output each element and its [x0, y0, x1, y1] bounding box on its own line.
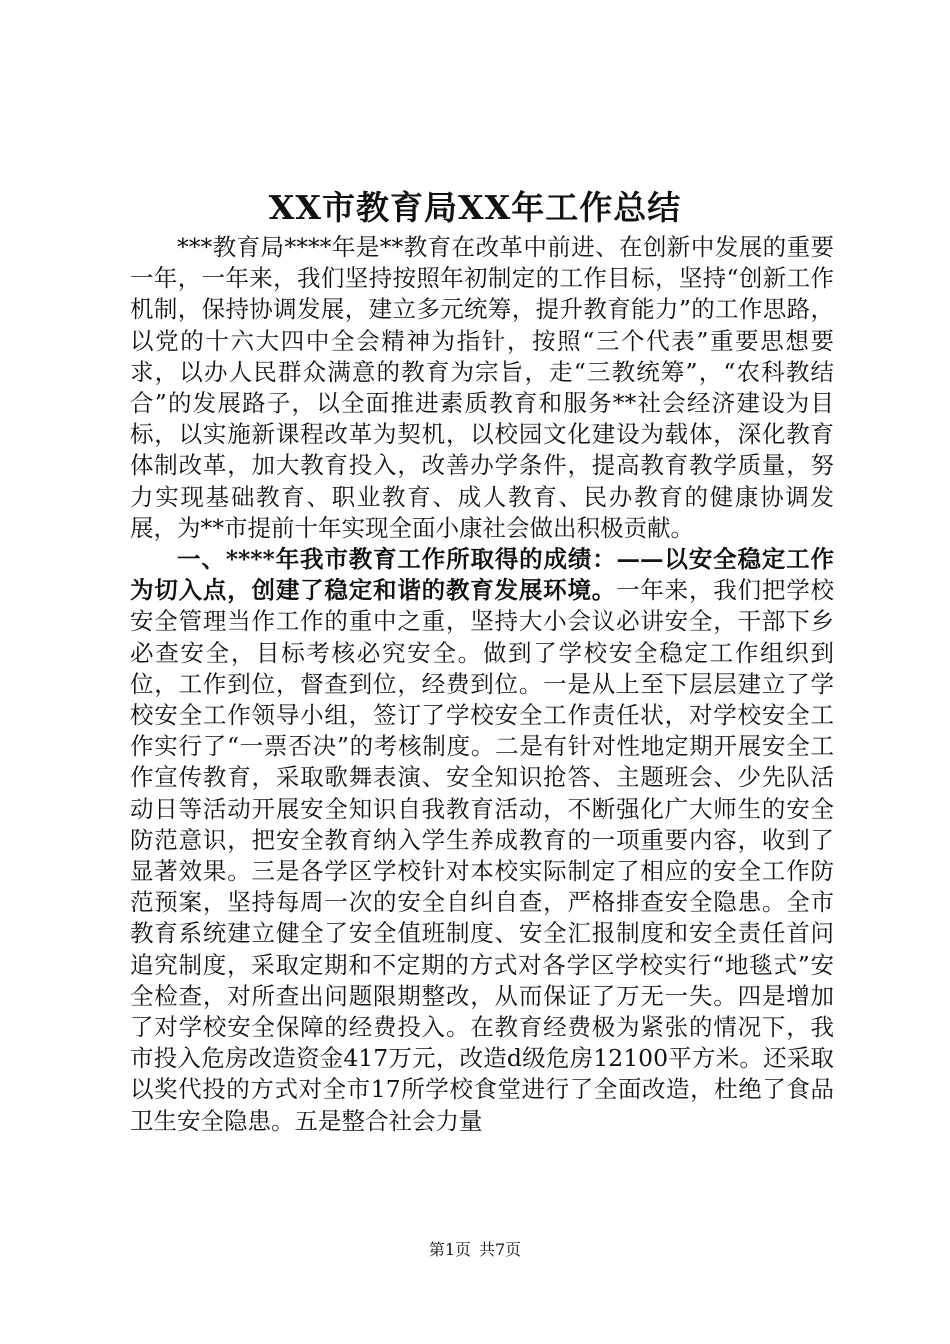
paragraph-achievements [130, 544, 834, 1137]
document-title: XX市教育局XX年工作总结 [268, 188, 682, 227]
page-number: 第1页 [428, 1240, 471, 1259]
paragraph-intro: ***教育局****年是**教育在改革中前进、在创新中发展的重要一年，一年来，我们坚持按照年初制定的工作目标，坚持“创新工作机制，保持协调发展，建立多元统筹，提升教育能力”的工作思路，以党的十六大四中全会精神为指针，按照“三个代表”重要思想要求，以办人民群众满意的教育为宗旨，走“三教统筹”，“农科教结合”的发展路子，以全面推进素质教育和服务**社会经济建设为目标，以实施新课程改革为契机，以校园文化建设为载体，深化教育体制改革，加大教育投入，改善办学条件，提高教育教学质量，努力实现基础教育、职业教育、成人教育、民办教育的健康协调发展，为**市提前十年实现全面小康社会做出积极贡献。 [130, 233, 834, 542]
section-body: 一年来，我们把学校安全管理当作工作的重中之重，坚持大小会议必讲安全，干部下乡必查安全，目标考核必究安全。做到了学校安全稳定工作组织到位，工作到位，督查到位，经费到位。一是从上至下层层建立了学校安全工作领导小组，签订了学校安全工作责任状，对学校安全工作实行了“一票否决”的考核制度。二是有针对性地定期开展安全工作宣传教育，采取歌舞表演、安全知识抢答、主题班会、少先队活动日等活动开展安全知识自我教育活动，不断强化广大师生的安全防范意识，把安全教育纳入学生养成教育的一项重要内容，收到了显著效果。三是各学区学校针对本校实际制定了相应的安全工作防范预案，坚持每周一次的安全自纠自查，严格排查安全隐患。全市教育系统建立健全了安全值班制度、安全汇报制度和安全责任首问追究制度，采取定期和不定期的方式对各学区学校实行“地毯式”安全检查，对所查出问题限期整改，从而保证了万无一失。四是增加了对学校安全保障的经费投入。在教育经费极为紧张的情况下，我市投入危房改造资金417万元，改造d级危房12100平方米。还采取以奖代投的方式对全市17所学校食堂进行了全面改造，杜绝了食品卫生安全隐患。五是整合社会力量 [130, 576, 835, 1135]
document-body [130, 232, 834, 1137]
section-heading: 一、****年我市教育工作所取得的成绩：——以安全稳定工作为切入点，创建了稳定和谐的教育发展环境。 [130, 545, 834, 605]
page-total: 共7页 [479, 1240, 522, 1259]
page-footer [0, 1240, 950, 1260]
